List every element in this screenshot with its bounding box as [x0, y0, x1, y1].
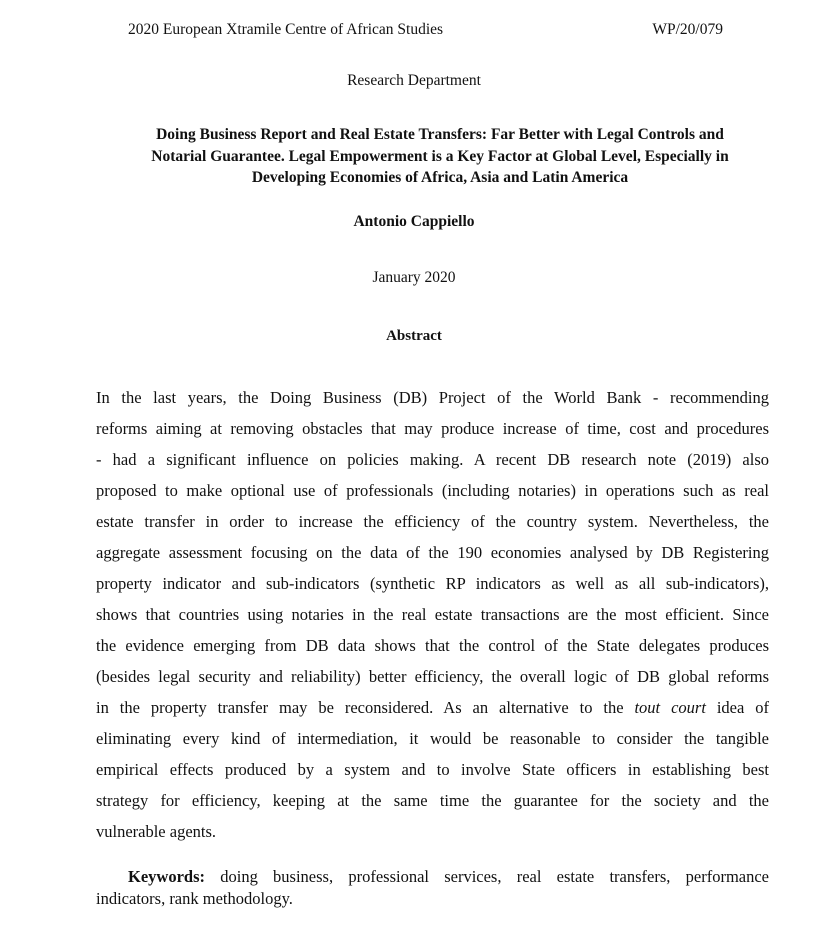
- abstract-line: (besides legal security and reliability) better efficiency, the overall logic of DB global reforms: [96, 667, 769, 686]
- abstract-line: property indicator and sub-indicators (synthetic RP indicators as well as all sub-indicators),: [96, 574, 769, 593]
- author: Antonio Cappiello: [353, 213, 475, 230]
- abstract-line: empirical effects produced by a system and to involve State officers in establishing best: [96, 760, 769, 779]
- abstract-italic-term: tout court: [634, 698, 706, 717]
- abstract-line: In the last years, the Doing Business (DB) Project of the World Bank - recommending: [96, 388, 769, 407]
- abstract-line: reforms aiming at removing obstacles that may produce increase of time, cost and procedures: [96, 419, 769, 438]
- abstract-line: the evidence emerging from DB data shows that the control of the State delegates produces: [96, 636, 769, 655]
- keywords: [96, 866, 769, 910]
- keywords-label: Keywords:: [128, 867, 205, 886]
- keywords-text: doing business, professional services, real estate transfers, performance: [205, 867, 769, 886]
- abstract-text: in the property transfer may be reconsidered. As an alternative to the: [96, 698, 635, 717]
- abstract-line: proposed to make optional use of professionals (including notaries) in operations such as real: [96, 481, 769, 500]
- title-line: Developing Economies of Africa, Asia and Latin America: [251, 169, 629, 186]
- abstract-line: estate transfer in order to increase the efficiency of the country system. Nevertheless, the: [96, 512, 769, 531]
- title-line: Doing Business Report and Real Estate Transfers: Far Better with Legal Controls and: [156, 126, 724, 143]
- abstract-line: [96, 692, 769, 723]
- abstract-line: vulnerable agents.: [96, 822, 217, 841]
- abstract-line: eliminating every kind of intermediation, it would be reasonable to consider the tangible: [96, 729, 769, 748]
- abstract-line: - had a significant influence on policies making. A recent DB research note (2019) also: [96, 450, 769, 469]
- header-left: 2020 European Xtramile Centre of African Studies: [128, 21, 444, 38]
- abstract-line: strategy for efficiency, keeping at the same time the guarantee for the society and the: [96, 791, 769, 810]
- abstract-line: shows that countries using notaries in the real estate transactions are the most efficient. Since: [96, 605, 769, 624]
- keywords-line: indicators, rank methodology.: [96, 889, 293, 908]
- title-line: Notarial Guarantee. Legal Empowerment is a Key Factor at Global Level, Especially in: [151, 147, 729, 165]
- abstract-heading: Abstract: [386, 328, 442, 344]
- abstract-line: aggregate assessment focusing on the data of the 190 economies analysed by DB Registering: [96, 543, 769, 562]
- date: January 2020: [372, 269, 456, 286]
- keywords-line: [96, 866, 769, 888]
- paper-number: WP/20/079: [652, 21, 723, 38]
- paper-title: [95, 124, 785, 189]
- abstract-text: idea of: [705, 698, 769, 717]
- abstract-body: [96, 382, 769, 847]
- department: Research Department: [347, 72, 481, 89]
